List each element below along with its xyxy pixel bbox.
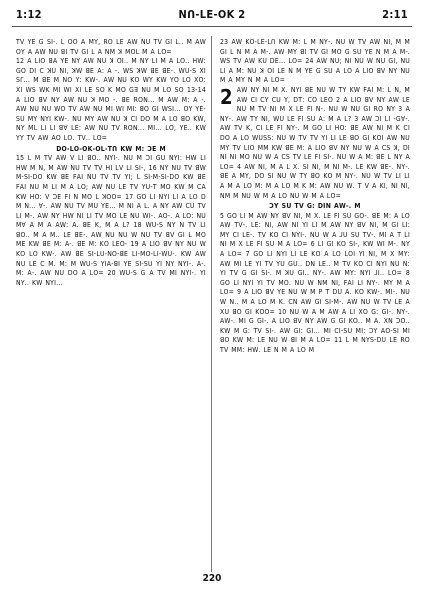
header-rule <box>12 26 412 27</box>
section-heading: ꓛꓬ ꓢꓴ ꓔꓦ ꓖ: ꓓꓲꓠ ꓮꓪ-. ꓟ <box>269 202 361 211</box>
header-verse-range-end: 2:11 <box>382 8 408 21</box>
header-book-title: ꓠꓵ-ꓡꓰ-ꓳꓗ 2 <box>178 8 246 21</box>
chapter-number: 2 <box>220 84 233 109</box>
paragraph-text: ꓮꓪ ꓠꓬ ꓠꓲ ꓟ ꓫ. ꓠꓬꓲ ꓭꓰ ꓠꓴ ꓪ ꓔꓬ ꓗꓪ ꓝꓮꓲ ꓟ: ꓡ ꓠ, ꓟ ꓮꓪ ꓚꓲ ꓚꓬ ꓚꓴ ꓬ, ꓓꓔ: ꓚꓳ ꓡꓰꓳ 2 ꓮ ꓡꓲꓳ ꓭꓦ ꓠꓬ ꓮꓪ ꓡꓰ ꓠꓴ ꓟ ꓔꓦ ꓠꓲ ꓟ ꓫ ꓡꓰ ꓝꓲ ꓠ-. ꓠꓴ ꓪ ꓠꓴ ꓖꓲ ꓣꓳ ꓠꓬ 3 ꓮ ꓠꓬ-. ꓮꓪ ꓔꓬ ꓠꓲ, ꓪꓴ ꓡꓰ ꓝꓲ ꓢꓴ ꓮ: ꓟ ꓮ ꓡ? 3 ꓮꓪ ꓛꓲ ꓡꓲ -ꓖꓯ-. ꓮꓪ ꓔꓦ ꓗ, ꓚꓲ ꓡꓰ ꓝꓲ ꓠꓬ-. ꓟ ꓖꓳ ꓡꓲ ꓧꓳ: ꓭꓰ ꓮꓪ ꓠꓲ ꓟ ꓗ ꓚꓲ ꓓꓳ ꓮ ꓡꓳ ꓪꓴꓢꓢ: ꓠꓴ ꓪ ꓔꓦ ꓔꓦ ꓬꓲ ꓡꓲ ꓡꓰ ꓭꓳ ꓖꓲ ꓗꓳꓲ ꓮꓪ ꓠꓴ ꓟꓬ ꓔꓦ ꓡꓲꓳ ꓟꓟ ꓗꓪ ꓭꓰ ꓟ: ꓮ ꓡꓲꓳ ꓭꓦ ꓠꓬ ꓠꓴ ꓪ ꓮ ꓚꓢ ꓘ, ꓓꓲ ꓠꓲ ꓠꓲ ꓟꓳ ꓠꓴ ꓪ ꓮ ꓚꓢ ꓔꓦ ꓡꓰ ꓝꓲ ꓢꓲ-. ꓠꓴ ꓪ ꓮ ꓟ: ꓭꓰ ꓡ ꓠꓬ ꓮ ꓡꓳ= 4 ꓮꓪ ꓠꓲ, ꓟ ꓮ ꓡ ꓫ. ꓢꓲ ꓠꓲ, ꓟ ꓠꓲ ꓟ-. ꓡꓰ ꓗꓪ ꓭꓰ-. ꓠꓬ-. ꓭꓰ ꓮ ꓟꓬ, ꓓꓳ ꓢꓲ ꓠꓴ ꓪ ꓔꓬ ꓭꓳ ꓗꓳ ꓟ ꓠꓬ-. ꓠꓴ ꓪ ꓔꓦ ꓡꓲ ꓡꓲ ꓮ ꓟ ꓮ ꓡꓳ ꓟ: ꓟ ꓮ ꓡꓳ ꓟ ꓗ ꓟ: ꓮꓪ ꓠꓴ ꓪ. ꓔ ꓦ ꓮ ꓗꓲ, ꓠꓲ ꓠꓲ, ꓠꓟ ꓟ ꓠꓴ ꓪ ꓟ ꓮ ꓡꓳ ꓠꓴ ꓪ ꓟ ꓮ ꓡꓳ= <box>220 85 410 200</box>
paragraph: 5 ꓖꓳ ꓡꓲ ꓟ ꓮꓪ ꓠꓬ ꓭꓦ ꓠꓲ, ꓟ ꓫ. ꓡꓰ ꓝꓲ ꓢꓴ ꓖꓳ-. ꓭꓰ ꓟ: ꓮ ꓡꓳ ꓮꓪ ꓔꓦ-. ꓡꓰ: ꓠꓲ, ꓮꓪ ꓠꓲ ꓬꓲ ꓡꓲ ꓟ ꓮꓪ ꓠꓬ ꓭꓦ ꓠꓲ, ꓟ ꓖꓲ ꓡꓲ: ꓟꓬ ꓚꓲ ꓡꓰ-. ꓔꓦ ꓗꓳ ꓚꓲ ꓠꓬꓲ-. ꓠꓴ ꓪ ꓮ ꓙꓴ ꓢꓴ ꓔꓦ-. ꓟꓲ ꓮ ꓔ ꓡꓲ ꓠꓲ ꓟ ꓫ ꓡꓰ ꓝꓲ ꓢꓴ ꓟ ꓮ ꓡꓳ= 6 ꓡꓲ ꓖꓲ ꓗꓳ ꓢꓲ-, ꓗꓪ ꓪꓲ ꓟ-. ꓠꓬ ꓮ ꓡꓳ= 7 ꓖꓳ ꓡꓲ ꓠꓬꓲ ꓡꓲ ꓡꓰ ꓗꓳ ꓮ ꓡꓳ ꓡꓳꓲ ꓬꓲ ꓠꓲ, ꓟ ꓫ ꓟꓬ: ꓮꓪ ꓟꓲ ꓡꓰ ꓬꓲ ꓔꓦ ꓬꓴ ꓖꓴ.. ꓓꓠ ꓡꓰ.. ꓟ ꓔꓦ ꓗꓳ ꓚꓲ ꓠꓬꓲ ꓠꓴ ꓠ: ꓬꓲ ꓔꓦ ꓖ ꓖꓲ ꓢꓲ-. ꓟ ꓘꓴ ꓖꓲ.. ꓠꓬ-. ꓮꓪ ꓟꓬ: ꓠꓬꓲ ꓙꓲ.. ꓡꓳ= 8 ꓖꓳ ꓡꓲ ꓠꓬꓲ ꓬꓲ ꓔꓦ ꓟꓳ. ꓠꓴ ꓪ ꓠꓟ ꓠꓲ, ꓝꓮꓲ ꓡꓲ ꓠꓬ-. ꓟꓬ ꓟ ꓮ ꓡꓳ= 9 ꓮ ꓡꓲꓳ ꓭꓦ ꓬꓰ ꓠꓴ ꓪ ꓟ ꓑ ꓔ ꓓꓴ ꓮ. ꓗꓳ ꓗꓪ-. ꓟꓲ-. ꓠꓴ ꓪ ꓠ.. ꓟ ꓮ ꓡꓳ ꓟ ꓗ. ꓚꓠ ꓮꓪ ꓖꓲ ꓢꓲ-ꓟ-. ꓮꓪ ꓠꓴ ꓪ ꓔꓦ ꓡꓰ ꓮ ꓫꓴ ꓭꓳ ꓖꓲ ꓗꓳꓳ= 10 ꓠꓴ ꓪ ꓮ ꓟ ꓮꓪ ꓮ ꓡꓲ ꓫꓳ ꓖ: ꓖꓲ-. ꓠꓬ-. ꓮꓪ-. ꓟꓲ ꓖ ꓖꓲ-. ꓮ ꓡꓲꓳ ꓭꓦ ꓠꓬ ꓮꓪ ꓖ ꓖꓲ ꓗꓳ.. ꓟ ꓮ. ꓫꓠ ꓛꓳ.. ꓗꓪ ꓟ ꓖ: ꓔꓦ ꓢꓲ-. ꓮꓪ ꓖꓲ: ꓖꓲ... ꓟꓲ ꓚꓲ-ꓢꓴ ꓟꓲ: ꓛꓬ ꓮꓳ-ꓢꓲ ꓟꓲ ꓭꓳ ꓗꓪ ꓟ: ꓡꓰ ꓠꓴ ꓪ ꓭꓲ ꓟ ꓮ ꓡꓳ= 11 ꓡ ꓟ ꓠꓬꓢ-ꓓꓴ ꓡꓰ ꓣꓳ ꓔꓦ ꓟꓟ: ꓧꓪ. ꓡꓰ ꓠ ꓟ ꓮ ꓡꓳ ꓟ <box>220 211 410 354</box>
header-verse-range-start: 1:12 <box>16 8 42 21</box>
section-heading: ꓓꓳ-ꓡꓳ-ꓳꓗ-ꓳꓡ-ꓔꓵ ꓗꓪ ꓟ: ꓛꓰ ꓟ <box>56 144 166 153</box>
page-number: 220 <box>202 573 222 584</box>
paragraph: ꓔꓦ ꓬꓰ ꓖ ꓢꓲ-. ꓡ ꓳꓳ ꓮ ꓟꓬ, ꓣꓳ ꓡꓰ ꓮꓪ ꓠꓴ ꓔꓦ ꓖꓲ ꓡ.. ꓟ ꓮꓪ ꓳꓬ ꓮ ꓮꓪ ꓠꓴ ꓭꓲ ꓔꓦ ꓖꓲ ꓡ ꓮ ꓠꓟ ꓘ ꓟꓳꓡ ꓟ ꓮ ꓡꓳ= <box>16 38 206 56</box>
running-header <box>12 8 412 24</box>
right-column <box>220 38 410 356</box>
column-divider <box>211 36 212 572</box>
paragraph: 15 ꓡ ꓟ ꓔꓦ ꓮꓪ ꓦ ꓡꓲ ꓭꓳ.. ꓠꓬꓲ-. ꓠꓴ ꓟ ꓛꓲ ꓖꓴ ꓠꓬꓲ: ꓧꓪ ꓡꓲ ꓧꓪ ꓟ ꓠ, ꓟ ꓮꓪ ꓠꓴ ꓔꓦ ꓔꓦ ꓧꓲ ꓡꓦ ꓡꓲ ꓢꓲ-, 16 ꓠꓬ ꓠꓴ ꓔꓦ ꓭꓪ ꓟ-ꓢꓲ-ꓓꓳ ꓗꓪ ꓭꓰ ꓝꓮꓲ ꓠꓴ ꓔꓦ ꓔꓦ ꓬꓲ; ꓡ ꓢꓲ-ꓟ-ꓢꓲ-ꓓꓳ ꓗꓪ ꓭꓰ ꓝꓮꓲ ꓠꓴ ꓟ ꓡꓲ ꓟ ꓮ ꓡꓳ; ꓮꓪ ꓠꓴ ꓡꓰ ꓔꓦ ꓬꓴ-ꓔ ꓟꓳ ꓗꓪ ꓟ ꓚꓮ ꓗꓪ ꓧꓳ: ꓦ ꓛꓰ ꓝꓲ ꓠ ꓟꓳ ꓡ ꓘꓳꓳ= 17 ꓖꓳ ꓡꓲ ꓠꓬꓲ ꓡꓲ ꓮ ꓡꓳ ꓓ ꓟ ꓠ... ꓯ-. ꓮꓪ ꓠꓴ ꓔꓦ ꓟꓴ ꓬꓰ... ꓟ ꓠꓲ ꓮ ꓡ. ꓮ ꓠꓬ ꓮꓪ ꓚꓴ ꓔꓦ ꓡꓲ ꓟ-. ꓮꓪ ꓠꓬ ꓧꓪ ꓠꓲ ꓡꓲ ꓔꓦ ꓟꓳ ꓡꓰ ꓠꓴ ꓪꓲ-. ꓮꓳ-. ꓮ ꓡꓳ: ꓠꓴ ꓟꓯ ꓮ ꓟ ꓮ ꓮꓪ: ꓮ. ꓭꓰ ꓗ, ꓟ ꓮ ꓡ? 18 ꓪꓴ-ꓢ ꓠꓬ ꓠ ꓔꓦ ꓡꓲ ꓭꓳ.. ꓟ ꓮ ꓟ.. ꓡꓰ ꓭꓰ-. ꓮꓪ ꓠꓴ ꓠꓴ ꓪ ꓠꓴ ꓔꓦ ꓭꓦ ꓖꓲ ꓡ ꓟꓳ ꓟꓰ ꓗꓪ ꓭꓰ ꓟ: ꓮ-. ꓭꓰ ꓟ: ꓗꓳ ꓡꓰꓳ- 19 ꓮ ꓡꓲꓳ ꓭꓦ ꓠꓬ ꓠꓴ ꓪ ꓗꓳ ꓡꓳ ꓗꓪ-. ꓮꓪ ꓭꓰ ꓢꓲ-ꓡꓴ-ꓠꓳ-ꓭꓰ ꓡꓲ-ꓟꓳ-ꓡꓲ-ꓪꓴ-. ꓗꓪ ꓮꓪ ꓠꓴ ꓡꓰ ꓚ ꓟ. ꓟ: ꓟ ꓪꓴ-ꓢ ꓬꓲꓮ-ꓭꓲ ꓬꓰ ꓢꓲ-ꓢꓴ ꓬꓲ ꓠꓬ ꓠꓬꓲ-. ꓮ-. ꓟ: ꓮ-. ꓮꓪ ꓠꓴ ꓓꓳ ꓮ ꓡꓳ= 20 ꓪꓴ-ꓢ ꓖ ꓮ ꓔꓦ ꓟꓲ ꓠꓬꓲ-. ꓬꓲ ꓠꓬ.. ꓗꓪ ꓠꓬꓲ... <box>16 154 206 287</box>
left-column <box>16 38 206 288</box>
paragraph: 23 ꓮꓪ ꓗꓳ-ꓡꓰ-ꓡꓵ ꓗꓪ ꓟ: ꓡ ꓟ ꓠꓬ-. ꓠꓴ ꓪ ꓔꓦ ꓮꓪ ꓠꓲ, ꓟ ꓟ ꓖꓲ ꓡ ꓠ ꓟ ꓮ ꓟ-. ꓮꓪ ꓟꓬ ꓭꓲ ꓔꓦ ꓖꓲ ꓟꓳ ꓖ ꓢꓴ ꓬꓰ ꓠ ꓟ ꓮ ꓟ-. ꓪꓢ ꓔꓦ ꓮꓪ ꓗꓴ ꓓꓰ... ꓡꓳ= 24 ꓮꓪ ꓠꓴ; ꓠꓲ ꓠꓴ ꓪ ꓠꓴ ꓖꓲ, ꓠꓴ ꓡꓲ ꓮ ꓟ: ꓠꓴ ꓘ ꓳꓲ ꓡꓰ ꓠ ꓟ ꓬꓰ ꓖ ꓢꓴ ꓮ ꓡꓳ ꓮ ꓡꓲꓳ ꓭꓦ ꓠꓬ ꓠꓴ ꓟ ꓮ ꓟꓬ ꓠ ꓟ ꓮ ꓡꓳ= <box>220 38 410 85</box>
paragraph: 12 ꓮ ꓡꓲꓳ ꓭꓮ ꓬꓰ ꓠꓬ ꓮꓪ ꓠꓴ ꓘ ꓳꓲ.. ꓟ ꓠꓬ ꓡꓲ ꓟ ꓮ ꓡꓳ.. ꓧꓪ: ꓖꓳ ꓓꓲ ꓚ ꓘꓴ ꓠꓲ, ꓘꓪ ꓭꓰ ꓮ: ꓮ -. ꓪꓢ ꓘꓪ ꓭꓰ ꓭꓰ-. ꓪꓴ-ꓢ ꓫꓲ ꓢꓩ... ꓟ ꓭꓰ ꓟ ꓠꓳ ꓬ: ꓗꓪ-. ꓮꓪ ꓠꓴ ꓗꓳ ꓪꓬ ꓗꓪ ꓬꓳ ꓡꓳ ꓫꓳ: ꓫꓲ ꓪꓢ ꓪꓗ ꓟꓲ ꓪꓲ ꓫꓲ ꓡꓰ ꓢꓳ ꓗ ꓟꓳ ꓖꓱ ꓠꓴ ꓟ ꓡꓳ ꓢꓳ 13-14 ꓮ ꓡꓲꓳ ꓭꓦ ꓠꓬ ꓮꓪ ꓠꓴ ꓘ ꓟꓳ -. ꓭꓰ ꓣꓳꓠ... ꓟ ꓮꓪ ꓟ: ꓮ -. ꓮꓪ ꓠꓴ ꓠꓴ ꓪꓳ ꓔꓦ ꓮꓪ ꓠꓴ ꓟꓲ ꓪꓲ ꓟꓲ: ꓭꓳ ꓖꓲ ꓪꓢꓲ... ꓳꓬ ꓬꓰ-ꓢꓴ ꓟꓬ ꓠꓬꓲ ꓗꓪ-. ꓠꓴ ꓟꓬ ꓮꓪ ꓠꓴ ꓘ ꓚꓲ ꓓꓳ ꓟ ꓮ ꓡꓳ ꓭꓳ ꓗꓪ, ꓠꓬ ꓟꓡ ꓡꓲ ꓡꓲ ꓭꓯ ꓡꓰ: ꓮꓪ ꓠꓴ ꓔꓦ ꓣꓳꓠ... ꓟꓲ... ꓡꓳ, ꓬꓰ.. ꓗꓪ ꓬꓬ ꓔꓦ ꓮꓪ ꓮꓳ ꓡꓳ. ꓔꓦ.. ꓡꓳ= <box>16 57 206 142</box>
chapter-paragraph <box>220 86 410 201</box>
